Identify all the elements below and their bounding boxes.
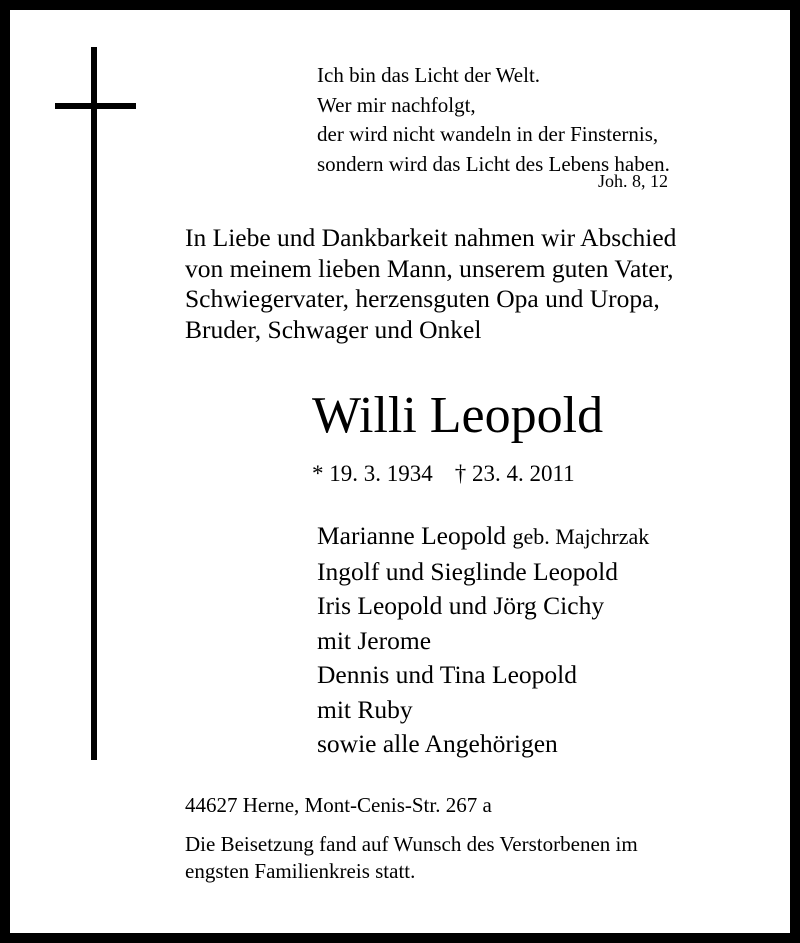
address: 44627 Herne, Mont-Cenis-Str. 267 a xyxy=(185,793,492,817)
verse-reference: Joh. 8, 12 xyxy=(598,171,669,191)
farewell-line: von meinem lieben Mann, unserem guten Vater, xyxy=(185,253,674,283)
verse-line: Wer mir nachfolgt, xyxy=(317,92,476,117)
verse-line: sondern wird das Licht des Lebens haben. xyxy=(317,151,670,176)
farewell-line: In Liebe und Dankbarkeit nahmen wir Abschied xyxy=(185,223,677,252)
mourner-line: mit Ruby xyxy=(317,694,413,724)
farewell-text xyxy=(185,223,676,345)
death-date: † 23. 4. 2011 xyxy=(454,461,575,486)
burial-notice xyxy=(185,831,638,885)
mourner-line: Ingolf und Sieglinde Leopold xyxy=(317,556,618,586)
mourners-list xyxy=(317,519,649,762)
mourner-name: Marianne Leopold xyxy=(317,521,507,550)
notice-line: Die Beisetzung fand auf Wunsch des Verstorbenen im xyxy=(185,832,638,856)
deceased-name: Willi Leopold xyxy=(312,387,604,444)
mourner-line: sowie alle Angehörigen xyxy=(317,729,558,758)
mourner-line: mit Jerome xyxy=(317,625,432,655)
mourner-line: Dennis und Tina Leopold xyxy=(317,660,577,689)
farewell-line: Schwiegervater, herzensguten Opa und Uropa, xyxy=(185,284,660,313)
notice-line: engsten Familienkreis statt. xyxy=(185,859,416,883)
bible-verse xyxy=(317,61,670,179)
birth-date: * 19. 3. 1934 xyxy=(312,461,433,486)
maiden-name: geb. Majchrzak xyxy=(512,524,650,549)
mourner-line: Iris Leopold und Jörg Cichy xyxy=(317,591,605,620)
verse-line: Ich bin das Licht der Welt. xyxy=(317,63,541,87)
cross-icon-horizontal-bar xyxy=(55,103,136,109)
cross-icon-vertical-bar xyxy=(91,47,97,760)
farewell-line: Bruder, Schwager und Onkel xyxy=(185,314,482,344)
verse-line: der wird nicht wandeln in der Finsternis, xyxy=(317,122,659,146)
life-dates xyxy=(312,459,575,489)
mourner-line xyxy=(317,519,649,555)
